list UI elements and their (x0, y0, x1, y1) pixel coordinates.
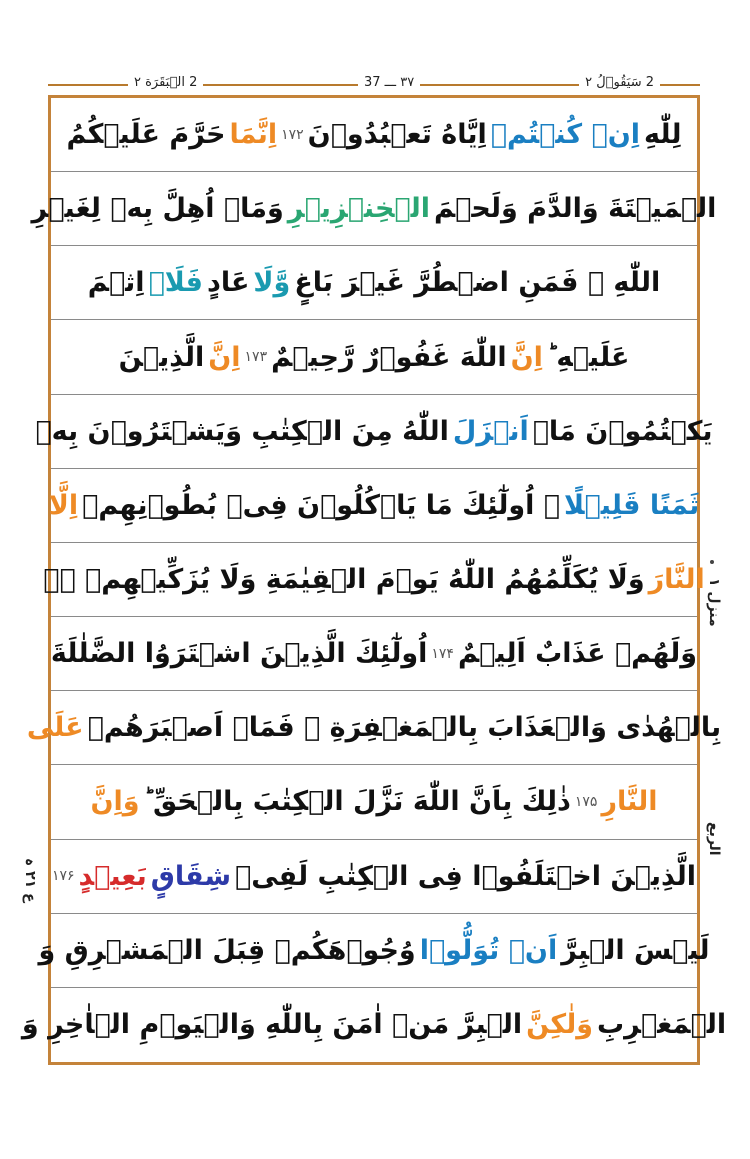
tajweed-word: النَّارِ (601, 786, 658, 818)
verse-line (35, 395, 713, 469)
tajweed-word: اَنۡ تُوَلُّوۡا (419, 934, 558, 966)
manzil-marker: منزل ١ (706, 578, 722, 627)
ayah-number-marker: ۱۷۴ (431, 645, 454, 662)
tajweed-word: اِلَّا (48, 489, 79, 521)
tajweed-word: اِنَّمَا (229, 119, 278, 151)
tajweed-word: ثَمَنًا قَلِيۡلًا (564, 489, 700, 521)
verse-text: الَّذِيۡنَ (118, 341, 205, 373)
tajweed-word: شِقَاقٍ (150, 860, 232, 892)
tajweed-word: فَلَاۤ (148, 267, 203, 299)
juz-name-label: 2 سَيَقُوۡلُ ۲ (579, 74, 660, 92)
ayah-number-marker: ۱۷۶ (51, 868, 75, 885)
verse-text: وَلَهُمۡ عَذَابٌ اَلِيۡمٌ (457, 638, 698, 670)
page-header (48, 72, 700, 96)
verse-text: الۡمَغۡرِبِ (597, 1009, 727, 1041)
verse-text: ذٰلِكَ بِاَنَّ اللّٰهَ نَزَّلَ الۡكِتٰبَ بِالۡحَقِّ ؕ (143, 786, 571, 818)
verse-text: اللّٰهَ غَفُوۡرٌ رَّحِيۡمٌ (271, 341, 507, 373)
rub-marker: الربع (706, 822, 722, 856)
verse-line (31, 172, 717, 246)
verse-line (38, 914, 710, 988)
verse-line (51, 246, 697, 320)
tajweed-word: اِنَّ (208, 341, 241, 373)
verse-text: الۡبِرَّ مَنۡ اٰمَنَ بِاللّٰهِ وَالۡيَوۡمِ الۡاٰخِرِ وَ (21, 1009, 523, 1041)
verse-text: اللّٰهُ مِنَ الۡكِتٰبِ وَيَشۡتَرُوۡنَ بِهٖ (35, 415, 449, 447)
verse-text: وَمَاۤ اُهِلَّ بِهٖ لِغَيۡرِ (31, 193, 284, 225)
verse-line (43, 543, 705, 617)
verse-line (51, 98, 697, 172)
tajweed-word: الۡخِنۡزِيۡرِ (287, 193, 430, 225)
verse-text: يَكۡتُمُوۡنَ مَاۤ (532, 415, 713, 447)
verse-text: ۙ اُولٰٓئِكَ مَا يَاۡكُلُوۡنَ فِىۡ بُطُوۡنِهِمۡ (82, 489, 561, 521)
verse-text: اللّٰهِ ۚ فَمَنِ اضۡطُرَّ غَيۡرَ بَاغٍ (294, 267, 661, 299)
verse-line (51, 840, 697, 914)
ayah-number-marker: ۱۷۲ (281, 126, 304, 143)
verse-line (51, 320, 697, 394)
tajweed-word: وَاِنَّ (90, 786, 140, 818)
surah-name-label: 2 الۡبَقَرَة ۲ (128, 74, 203, 92)
tajweed-word: اِنَّ (510, 341, 543, 373)
tajweed-word: اَنۡزَلَ (452, 415, 529, 447)
verse-text: بِالۡهُدٰى وَالۡعَذَابَ بِالۡمَغۡفِرَةِ ۚ فَمَاۤ اَصۡبَرَهُمۡ (87, 712, 722, 744)
verse-line (26, 691, 722, 765)
verse-line (51, 765, 697, 839)
verse-text: حَرَّمَ عَلَيۡكُمُ (66, 119, 226, 151)
tajweed-word: وَلٰكِنَّ (526, 1009, 594, 1041)
verse-text: عَلَيۡهِ ؕ (546, 341, 630, 373)
verse-text: وَلَا يُكَلِّمُهُمُ اللّٰهُ يَوۡمَ الۡقِيٰمَةِ وَلَا يُزَكِّيۡهِمۡ ۖۚ (43, 563, 645, 595)
verse-line (51, 617, 697, 691)
verse-text: اِثۡمَ (87, 267, 145, 299)
tajweed-word: بَعِيۡدٍ (78, 860, 147, 892)
verse-text: عَادٍ (206, 267, 250, 299)
verse-text: اُولٰٓئِكَ الَّذِيۡنَ اشۡتَرَوُا الضَّلٰلَةَ (50, 638, 428, 670)
verse-text: لِلّٰهِ (644, 119, 682, 151)
ayah-number-marker: ۱۷۵ (574, 793, 598, 810)
tajweed-word: النَّارَ (648, 563, 705, 595)
verse-text: اِيَّاهُ تَعۡبُدُوۡنَ (307, 119, 487, 151)
verse-text: الۡمَيۡتَةَ وَالدَّمَ وَلَحۡمَ (434, 193, 717, 225)
verse-line (48, 469, 700, 543)
ayah-number-marker: ۱۷۳ (244, 349, 268, 366)
verse-text: الَّذِيۡنَ اخۡتَلَفُوۡا فِى الۡكِتٰبِ لَفِىۡ (235, 860, 697, 892)
tajweed-word: عَلَى (26, 712, 84, 744)
margin-dot (710, 560, 714, 564)
tajweed-word: وَّلَا (253, 267, 291, 299)
verse-line (21, 988, 727, 1062)
tajweed-word: اِنۡ كُنۡتُمۡ (490, 119, 640, 151)
verse-text: وُجُوۡهَكُمۡ قِبَلَ الۡمَشۡرِقِ وَ (38, 934, 416, 966)
verse-text: لَيۡسَ الۡبِرَّ (561, 934, 710, 966)
ruku-marker: ع ۲۱ ہ (22, 858, 38, 903)
page-number: ۳۷ ـــ 37 (358, 74, 420, 92)
